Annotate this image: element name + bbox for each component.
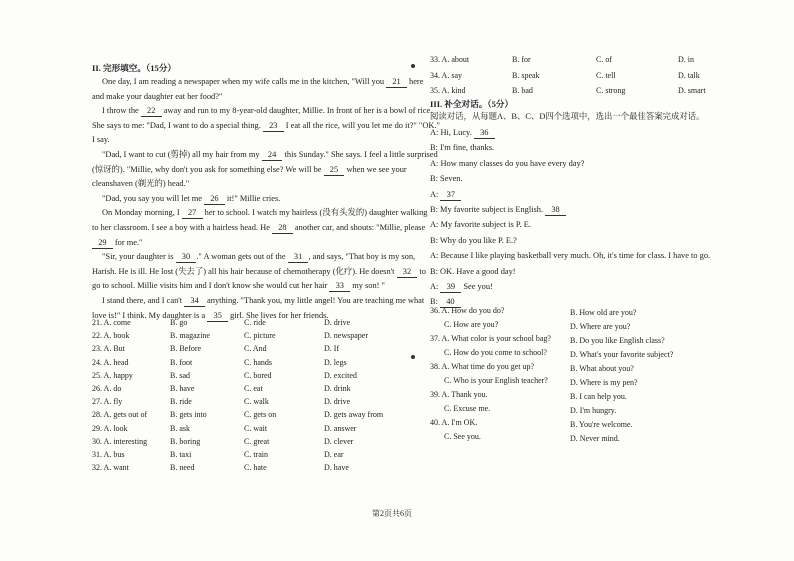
option-23-B: B. Before [170, 344, 202, 354]
blank-22: 22 [142, 106, 160, 116]
option-25-C: C. bored [244, 370, 272, 380]
blank-34: 34 [186, 296, 203, 305]
section-3-title: III. 补全对话。（5分） [430, 99, 514, 109]
option-39-C: C. Excuse me. [444, 403, 491, 413]
text-line: B: 40 [430, 297, 459, 307]
option-34-D: D. talk [678, 70, 700, 80]
option-32-B: B. need [170, 463, 195, 473]
option-28-A: 28. A. gets out of [92, 410, 148, 420]
option-22-C: C. picture [244, 331, 276, 341]
option-29-C: C. wait [244, 423, 268, 433]
option-24-A: 24. A. head [92, 357, 129, 367]
option-23-A: 23. A. But [92, 344, 125, 354]
option-22-D: D. newspaper [324, 331, 368, 341]
option-35-D: D. smart [678, 86, 706, 95]
text-line: On Monday morning, I 27 her to school. I watch my hairless (没有头发的) daughter walking [102, 208, 428, 218]
text-line: B: Why do you like P. E.? [430, 235, 517, 245]
text-line: go to school. Millie visits him and I don't know she would cut her hair 33 my son! " [92, 281, 385, 291]
binding-dot [411, 64, 415, 68]
blank-35: 35 [209, 310, 227, 320]
blank-24: 24 [263, 150, 281, 159]
option-22-B: B. magazine [170, 331, 210, 341]
text-line: A: My favorite subject is P. E. [430, 220, 531, 230]
option-21-C: C. ride [244, 318, 266, 327]
text-line: A: Because I like playing basketball very much. Oh, it's time for class. I have to go. [430, 251, 711, 261]
option-21-D: D. drive [324, 318, 351, 327]
option-31-A: 31. A. bus [92, 450, 125, 459]
option-39-B: B. I can help you. [570, 392, 627, 401]
option-27-D: D. drive [324, 397, 351, 407]
page-number: 第2页共6页 [372, 509, 412, 518]
option-38-A: 38. A. What time do you get up? [430, 362, 535, 371]
option-37-D: D. What's your favorite subject? [570, 349, 674, 359]
option-33-D: D. in [678, 55, 694, 64]
text-line: and make your daughter eat her food?" [92, 91, 223, 101]
text-line: She says to me: "Dad, I want to do a special thing. 23 I eat all the rice, will you let me do it?" "OK." [92, 120, 440, 130]
option-37-C: C. How do you come to school? [444, 347, 547, 357]
text-line: A: How many classes do you have every day? [430, 158, 585, 168]
text-line: B: My favorite subject is English. 38 [430, 205, 564, 214]
option-26-C: C. eat [244, 384, 263, 393]
option-21-B: B. go [170, 318, 188, 327]
text-line: cleanshaven (剃光的) head." [92, 179, 190, 189]
blank-40: 40 [442, 297, 459, 307]
option-38-B: B. What about you? [570, 364, 634, 373]
text-line: to her classroom. I see a boy with a hairless head. He 28 another car, and shouts: "Millie, please [92, 223, 426, 232]
option-26-B: B. have [170, 384, 195, 393]
blank-27: 27 [183, 208, 201, 218]
text-line: A: Hi, Lucy. 36 [430, 128, 493, 137]
option-34-C: C. tell [596, 70, 616, 80]
text-line: Harish. He is ill. He lost (失去了) all his hair because of chemotherapy (化疗). He doesn't 32 to [92, 266, 426, 276]
option-27-A: 27. A. fly [92, 397, 123, 407]
option-31-C: C. train [244, 450, 268, 459]
text-line: "Dad, I want to cut (剪掉) all my hair from my 24 this Sunday." She says. I feel a little surprised [102, 150, 438, 159]
option-21-A: 21. A. come [92, 318, 131, 327]
option-34-A: 34. A. say [430, 70, 462, 80]
text-line: B: I'm fine, thanks. [430, 143, 495, 153]
option-37-B: B. Do you like English class? [570, 336, 665, 345]
blank-33: 33 [331, 281, 349, 291]
option-32-C: C. hate [244, 463, 267, 473]
option-40-C: C. See you. [444, 431, 481, 441]
blank-30: 30 [177, 252, 195, 262]
text-line: I throw the 22 away and run to my 8-year-old daughter, Millie. In front of her is a bowl of rice. [102, 106, 433, 116]
blank-38: 38 [547, 205, 564, 214]
option-25-A: 25. A. happy [92, 370, 133, 380]
option-28-C: C. gets on [244, 410, 277, 420]
text-line: A: 39 See you! [430, 282, 493, 291]
option-36-D: D. Where are you? [570, 321, 631, 331]
option-38-D: D. Where is my pen? [570, 377, 638, 387]
option-26-A: 26. A. do [92, 384, 122, 393]
option-34-B: B. speak [512, 70, 540, 80]
binding-dot [411, 355, 415, 359]
option-26-D: D. drink [324, 384, 351, 393]
text-line: "Sir, your daughter is 30 ." A woman gets out of the 31 , and says, "That boy is my son, [102, 252, 416, 262]
option-29-D: D. answer [324, 423, 357, 433]
text-line: love is!" I think. My daughter is a 35 girl. She lives for her friends. [92, 310, 329, 320]
option-33-B: B. for [512, 55, 531, 64]
text-line: I say. [92, 135, 110, 145]
blank-36: 36 [475, 128, 493, 137]
blank-37: 37 [442, 189, 460, 199]
option-39-D: D. I'm hungry. [570, 405, 617, 415]
option-24-C: C. hands [244, 357, 272, 367]
text-line: A: 37 [430, 189, 460, 199]
text-line: "Dad, you say you will let me 26 it!" Millie cries. [102, 193, 281, 203]
option-33-A: 33. A. about [430, 55, 470, 64]
option-30-B: B. boring [170, 436, 201, 446]
text-line: One day, I am reading a newspaper when my wife calls me in the kitchen, "Will you 21 here [102, 77, 424, 86]
option-31-B: B. taxi [170, 450, 192, 459]
blank-26: 26 [206, 193, 223, 203]
text-line: 29 for me." [94, 237, 143, 247]
blank-23: 23 [264, 120, 282, 130]
option-35-A: 35. A. kind [430, 86, 466, 95]
option-35-B: B. bad [512, 86, 533, 95]
option-40-B: B. You're welcome. [570, 420, 633, 429]
option-23-D: D. If [324, 344, 340, 354]
option-25-B: B. sad [170, 370, 190, 380]
option-36-C: C. How are you? [444, 319, 499, 329]
option-24-B: B. foot [170, 357, 193, 367]
option-28-B: B. gets into [170, 410, 207, 420]
text-line: I stand there, and I can't 34 anything. "Thank you, my little angel! You are teaching me what [102, 296, 425, 305]
option-30-C: C. great [244, 436, 270, 446]
option-36-A: 36. A. How do you do? [430, 306, 505, 315]
option-30-D: D. clever [324, 436, 354, 446]
section-2-title: II. 完形填空。（15分） [92, 63, 177, 73]
option-22-A: 22. A. book [92, 331, 130, 341]
option-35-C: C. strong [596, 86, 626, 95]
text-line: (惊讶的). "Millie, why don't you ask for something else? We will be 25 when we see your [92, 164, 407, 174]
blank-21: 21 [388, 77, 405, 86]
option-31-D: D. ear [324, 450, 344, 459]
option-32-D: D. have [324, 463, 349, 473]
option-40-D: D. Never mind. [570, 433, 620, 443]
blank-31: 31 [289, 252, 307, 262]
option-24-D: D. legs [324, 357, 347, 367]
option-29-B: B. ask [170, 423, 190, 433]
option-27-B: B. ride [170, 397, 192, 407]
blank-25: 25 [325, 164, 343, 174]
option-37-A: 37. A. What color is your school bag? [430, 334, 551, 343]
option-23-C: C. And [244, 344, 267, 354]
blank-32: 32 [398, 266, 416, 276]
option-39-A: 39. A. Thank you. [430, 390, 488, 399]
text-line: B: OK. Have a good day! [430, 266, 516, 276]
option-32-A: 32. A. want [92, 463, 129, 473]
option-28-D: D. gets away from [324, 410, 384, 420]
option-30-A: 30. A. interesting [92, 436, 148, 446]
blank-39: 39 [442, 282, 460, 291]
option-25-D: D. excited [324, 370, 357, 380]
option-40-A: 40. A. I'm OK. [430, 418, 478, 427]
section-3-instruction: 阅读对话，从每题A、B、C、D四个选项中，选出一个最佳答案完成对话。 [430, 112, 705, 121]
option-29-A: 29. A. look [92, 423, 128, 433]
blank-28: 28 [274, 223, 291, 232]
blank-29: 29 [94, 237, 111, 247]
option-36-B: B. How old are you? [570, 308, 637, 317]
text-line: B: Seven. [430, 174, 463, 184]
option-38-C: C. Who is your English teacher? [444, 375, 548, 385]
option-33-C: C. of [596, 55, 612, 64]
option-27-C: C. walk [244, 397, 269, 407]
